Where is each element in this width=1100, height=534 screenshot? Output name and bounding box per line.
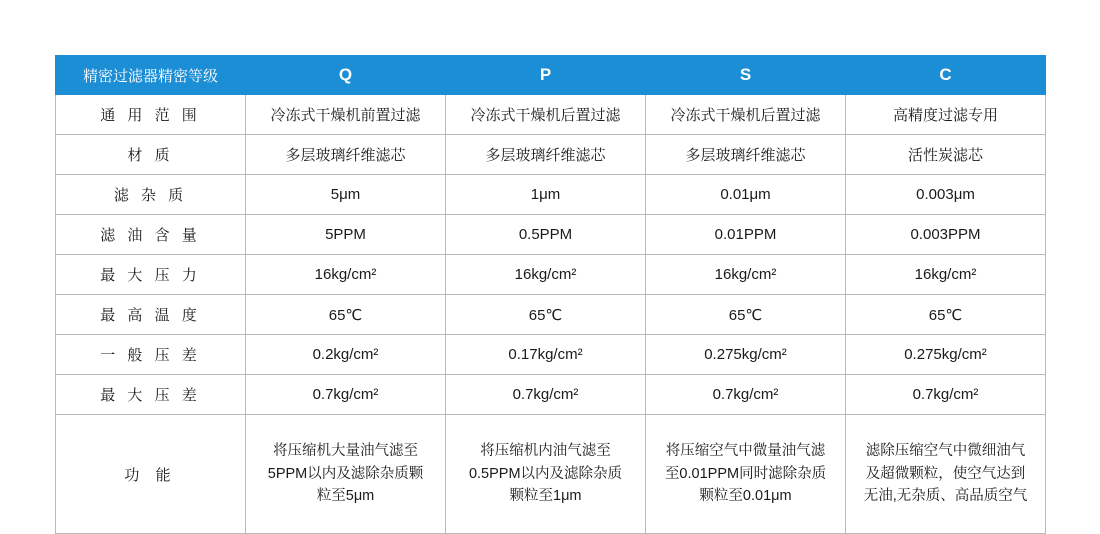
- cell-max-pressure-p: 16kg/cm²: [446, 255, 646, 295]
- cell-max-drop-p: 0.7kg/cm²: [446, 375, 646, 415]
- table-row: [56, 95, 1046, 135]
- cell-particle-s: 0.01μm: [646, 175, 846, 215]
- cell-oil-content-s: 0.01PPM: [646, 215, 846, 255]
- row-label-general-range: 通 用 范 围: [56, 95, 246, 135]
- cell-oil-content-c: 0.003PPM: [846, 215, 1046, 255]
- cell-oil-content-p: 0.5PPM: [446, 215, 646, 255]
- cell-function-s: [646, 415, 846, 534]
- function-text-s: 将压缩空气中微量油气滤至0.01PPM同时滤除杂质颗粒至0.01μm: [664, 443, 827, 505]
- cell-particle-q: 5μm: [246, 175, 446, 215]
- cell-oil-content-q: 5PPM: [246, 215, 446, 255]
- cell-normal-drop-c: 0.275kg/cm²: [846, 335, 1046, 375]
- cell-function-q: [246, 415, 446, 534]
- cell-max-pressure-q: 16kg/cm²: [246, 255, 446, 295]
- function-text-p: 将压缩机内油气滤至0.5PPM以内及滤除杂质颗粒至1μm: [468, 443, 623, 505]
- cell-particle-c: 0.003μm: [846, 175, 1046, 215]
- row-label-max-pressure-drop: 最 大 压 差: [56, 375, 246, 415]
- cell-max-drop-c: 0.7kg/cm²: [846, 375, 1046, 415]
- header-grade-q: Q: [246, 56, 446, 95]
- cell-max-temperature-c: 65℃: [846, 295, 1046, 335]
- table-row: [56, 255, 1046, 295]
- cell-max-drop-q: 0.7kg/cm²: [246, 375, 446, 415]
- function-text-c: 滤除压缩空气中微细油气及超微颗粒，使空气达到无油,无杂质、高品质空气: [863, 443, 1028, 505]
- function-text-q: 将压缩机大量油气滤至5PPM以内及滤除杂质颗粒至5μm: [267, 443, 424, 505]
- cell-normal-drop-s: 0.275kg/cm²: [646, 335, 846, 375]
- cell-material-c: 活性炭滤芯: [846, 135, 1046, 175]
- header-row: [56, 56, 1046, 95]
- cell-max-temperature-s: 65℃: [646, 295, 846, 335]
- row-label-oil-content: 滤 油 含 量: [56, 215, 246, 255]
- table-row: [56, 215, 1046, 255]
- row-label-particle-filtration: 滤 杂 质: [56, 175, 246, 215]
- cell-material-p: 多层玻璃纤维滤芯: [446, 135, 646, 175]
- table-body: [56, 95, 1046, 534]
- cell-material-s: 多层玻璃纤维滤芯: [646, 135, 846, 175]
- cell-max-pressure-c: 16kg/cm²: [846, 255, 1046, 295]
- table-row: [56, 375, 1046, 415]
- table-row: [56, 335, 1046, 375]
- cell-normal-drop-q: 0.2kg/cm²: [246, 335, 446, 375]
- table-row: [56, 295, 1046, 335]
- header-grade-p: P: [446, 56, 646, 95]
- row-label-max-pressure: 最 大 压 力: [56, 255, 246, 295]
- cell-max-pressure-s: 16kg/cm²: [646, 255, 846, 295]
- cell-particle-p: 1μm: [446, 175, 646, 215]
- header-title-cell: 精密过滤器精密等级: [56, 56, 246, 95]
- header-grade-s: S: [646, 56, 846, 95]
- cell-general-range-c: 高精度过滤专用: [846, 95, 1046, 135]
- row-label-function: 功 能: [56, 415, 246, 534]
- row-label-material: 材 质: [56, 135, 246, 175]
- cell-general-range-q: 冷冻式干燥机前置过滤: [246, 95, 446, 135]
- cell-max-drop-s: 0.7kg/cm²: [646, 375, 846, 415]
- filter-spec-table: [55, 55, 1046, 534]
- table-row-function: [56, 415, 1046, 534]
- cell-max-temperature-q: 65℃: [246, 295, 446, 335]
- cell-normal-drop-p: 0.17kg/cm²: [446, 335, 646, 375]
- cell-general-range-p: 冷冻式干燥机后置过滤: [446, 95, 646, 135]
- header-grade-c: C: [846, 56, 1046, 95]
- row-label-normal-pressure-drop: 一 般 压 差: [56, 335, 246, 375]
- cell-function-p: [446, 415, 646, 534]
- cell-material-q: 多层玻璃纤维滤芯: [246, 135, 446, 175]
- row-label-max-temperature: 最 高 温 度: [56, 295, 246, 335]
- cell-general-range-s: 冷冻式干燥机后置过滤: [646, 95, 846, 135]
- table-row: [56, 135, 1046, 175]
- cell-function-c: [846, 415, 1046, 534]
- table-header: [56, 56, 1046, 95]
- table-row: [56, 175, 1046, 215]
- cell-max-temperature-p: 65℃: [446, 295, 646, 335]
